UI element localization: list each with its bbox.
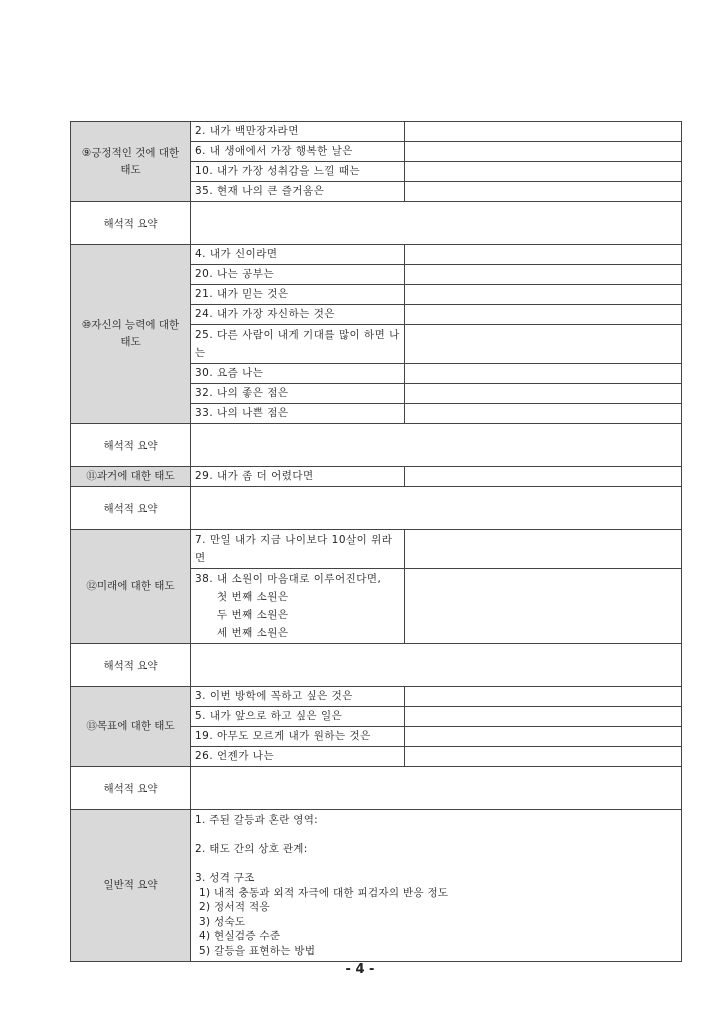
item-text: 21. 내가 믿는 것은 [191,285,405,305]
interpretive-summary-field[interactable] [191,487,682,530]
item-text: 6. 내 생애에서 가장 행복한 날은 [191,142,405,162]
general-line: 2. 태도 간의 상호 관계: [195,843,308,855]
item-wish-group [191,569,405,644]
interpretive-summary-field[interactable] [191,424,682,467]
item-text: 32. 나의 좋은 점은 [191,384,405,404]
item-text: 24. 내가 가장 자신하는 것은 [191,305,405,325]
answer-cell[interactable] [405,305,682,325]
answer-cell[interactable] [405,404,682,424]
item-text: 35. 현재 나의 큰 즐거움은 [191,182,405,202]
general-summary-content[interactable] [191,810,682,962]
answer-cell[interactable] [405,467,682,487]
general-line: 3) 성숙도 [199,915,246,928]
item-text: 38. 내 소원이 마음대로 이루어진다면, [195,573,382,585]
sentence-completion-analysis-table [70,121,682,962]
item-text: 3. 이번 방학에 꼭하고 싶은 것은 [191,687,405,707]
answer-cell[interactable] [405,142,682,162]
general-line [195,857,677,872]
category-future-attitude: ⑫미래에 대한 태도 [71,530,191,644]
interpretive-summary-label: 해석적 요약 [71,202,191,245]
interpretive-summary-label: 해석적 요약 [71,487,191,530]
item-text: 20. 나는 공부는 [191,265,405,285]
answer-cell[interactable] [405,384,682,404]
answer-cell[interactable] [405,530,682,569]
category-ability-attitude: ⑩자신의 능력에 대한 태도 [71,245,191,424]
page-number: - 4 - [345,962,375,977]
interpretive-summary-label: 해석적 요약 [71,424,191,467]
answer-cell[interactable] [405,364,682,384]
category-goal-attitude: ⑬목표에 대한 태도 [71,687,191,767]
answer-cell[interactable] [405,265,682,285]
general-line [195,828,677,843]
answer-cell[interactable] [405,285,682,305]
item-text: 7. 만일 내가 지금 나이보다 10살이 위라면 [191,530,405,569]
answer-cell[interactable] [405,245,682,265]
answer-cell[interactable] [405,182,682,202]
general-summary-label: 일반적 요약 [71,810,191,962]
item-text: 26. 언젠가 나는 [191,747,405,767]
general-line: 1. 주된 갈등과 혼란 영역: [195,814,318,826]
item-text: 10. 내가 가장 성취감을 느낄 때는 [191,162,405,182]
interpretive-summary-label: 해석적 요약 [71,767,191,810]
answer-cell[interactable] [405,747,682,767]
item-text: 세 번째 소원은 [217,627,289,639]
item-text: 29. 내가 좀 더 어렸다면 [191,467,405,487]
item-text: 30. 요즘 나는 [191,364,405,384]
item-text: 33. 나의 나쁜 점은 [191,404,405,424]
answer-cell[interactable] [405,569,682,644]
interpretive-summary-field[interactable] [191,202,682,245]
answer-cell[interactable] [405,122,682,142]
item-text: 25. 다른 사람이 내게 기대를 많이 하면 나는 [191,325,405,364]
answer-cell[interactable] [405,707,682,727]
item-text: 2. 내가 백만장자라면 [191,122,405,142]
item-text: 5. 내가 앞으로 하고 싶은 일은 [191,707,405,727]
answer-cell[interactable] [405,325,682,364]
interpretive-summary-label: 해석적 요약 [71,644,191,687]
item-text: 4. 내가 신이라면 [191,245,405,265]
general-line: 4) 현실검증 수준 [199,930,281,942]
general-line: 2) 정서적 적응 [199,901,270,913]
answer-cell[interactable] [405,162,682,182]
general-line: 5) 갈등을 표현하는 방법 [199,944,316,957]
answer-cell[interactable] [405,727,682,747]
item-text: 19. 아무도 모르게 내가 원하는 것은 [191,727,405,747]
general-line: 1) 내적 충동과 외적 자극에 대한 피검자의 반응 정도 [199,886,449,899]
interpretive-summary-field[interactable] [191,644,682,687]
general-line: 3. 성격 구조 [195,872,255,884]
answer-cell[interactable] [405,687,682,707]
interpretive-summary-field[interactable] [191,767,682,810]
item-text: 첫 번째 소원은 [217,591,289,603]
category-positive-attitude: ⑨긍정적인 것에 대한 태도 [71,122,191,202]
category-past-attitude: ⑪과거에 대한 태도 [71,467,191,487]
item-text: 두 번째 소원은 [217,609,289,621]
